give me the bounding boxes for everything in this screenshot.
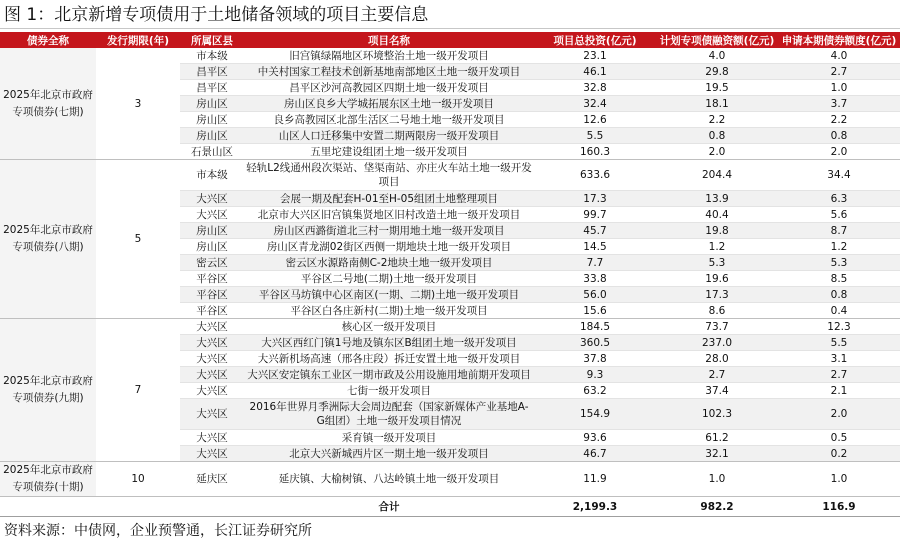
project-cell: 平谷区马坊镇中心区南区(一期、二期)土地一级开发项目 <box>244 287 534 303</box>
total-investment-cell: 37.8 <box>534 351 656 367</box>
current-issue-cell: 3.1 <box>778 351 900 367</box>
planned-financing-cell: 102.3 <box>656 399 778 430</box>
project-cell: 北京市大兴区旧宫镇集贤地区旧村改造土地一级开发项目 <box>244 207 534 223</box>
project-cell: 山区人口迁移集中安置二期两限房一级开发项目 <box>244 128 534 144</box>
total-investment-cell: 99.7 <box>534 207 656 223</box>
total-empty-3 <box>180 497 244 517</box>
current-issue-cell: 0.2 <box>778 446 900 462</box>
header-total-investment: 项目总投资(亿元) <box>534 32 656 48</box>
planned-financing-cell: 13.9 <box>656 191 778 207</box>
current-issue-cell: 5.3 <box>778 255 900 271</box>
planned-financing-cell: 19.5 <box>656 80 778 96</box>
district-cell: 昌平区 <box>180 64 244 80</box>
bond-projects-table <box>0 32 900 517</box>
project-cell: 昌平区沙河高教园区四期土地一级开发项目 <box>244 80 534 96</box>
project-cell: 核心区一级开发项目 <box>244 319 534 335</box>
total-row <box>0 497 900 517</box>
planned-financing-cell: 1.2 <box>656 239 778 255</box>
district-cell: 大兴区 <box>180 399 244 430</box>
current-issue-cell: 1.2 <box>778 239 900 255</box>
total-investment-cell: 46.7 <box>534 446 656 462</box>
total-empty-2 <box>96 497 180 517</box>
planned-financing-cell: 28.0 <box>656 351 778 367</box>
term-cell: 7 <box>96 319 180 462</box>
planned-financing-cell: 19.6 <box>656 271 778 287</box>
district-cell: 大兴区 <box>180 430 244 446</box>
total-investment-cell: 154.9 <box>534 399 656 430</box>
header-term: 发行期限(年) <box>96 32 180 48</box>
bond-name-cell: 2025年北京市政府专项债券(七期) <box>0 48 96 160</box>
table-header-row <box>0 32 900 48</box>
total-issue-sum: 116.9 <box>778 497 900 517</box>
current-issue-cell: 1.0 <box>778 80 900 96</box>
planned-financing-cell: 73.7 <box>656 319 778 335</box>
total-investment-cell: 184.5 <box>534 319 656 335</box>
district-cell: 市本级 <box>180 160 244 191</box>
current-issue-cell: 2.0 <box>778 399 900 430</box>
total-investment-cell: 32.8 <box>534 80 656 96</box>
total-investment-cell: 32.4 <box>534 96 656 112</box>
district-cell: 大兴区 <box>180 446 244 462</box>
district-cell: 房山区 <box>180 96 244 112</box>
planned-financing-cell: 237.0 <box>656 335 778 351</box>
total-investment-cell: 7.7 <box>534 255 656 271</box>
district-cell: 大兴区 <box>180 367 244 383</box>
district-cell: 大兴区 <box>180 207 244 223</box>
district-cell: 延庆区 <box>180 462 244 497</box>
district-cell: 平谷区 <box>180 303 244 319</box>
total-investment-cell: 46.1 <box>534 64 656 80</box>
project-cell: 延庆镇、大榆树镇、八达岭镇土地一级开发项目 <box>244 462 534 497</box>
planned-financing-cell: 204.4 <box>656 160 778 191</box>
header-bond-name: 债券全称 <box>0 32 96 48</box>
district-cell: 平谷区 <box>180 271 244 287</box>
total-investment-cell: 11.9 <box>534 462 656 497</box>
planned-financing-cell: 37.4 <box>656 383 778 399</box>
total-investment-cell: 45.7 <box>534 223 656 239</box>
planned-financing-cell: 0.8 <box>656 128 778 144</box>
total-investment-cell: 17.3 <box>534 191 656 207</box>
total-investment-cell: 14.5 <box>534 239 656 255</box>
header-project: 项目名称 <box>244 32 534 48</box>
project-cell: 大兴新机场高速（邢各庄段）拆迁安置土地一级开发项目 <box>244 351 534 367</box>
district-cell: 房山区 <box>180 112 244 128</box>
current-issue-cell: 3.7 <box>778 96 900 112</box>
total-investment-cell: 9.3 <box>534 367 656 383</box>
district-cell: 大兴区 <box>180 191 244 207</box>
total-investment-cell: 56.0 <box>534 287 656 303</box>
term-cell: 3 <box>96 48 180 160</box>
district-cell: 大兴区 <box>180 383 244 399</box>
current-issue-cell: 34.4 <box>778 160 900 191</box>
current-issue-cell: 8.7 <box>778 223 900 239</box>
planned-financing-cell: 29.8 <box>656 64 778 80</box>
planned-financing-cell: 2.0 <box>656 144 778 160</box>
district-cell: 大兴区 <box>180 335 244 351</box>
current-issue-cell: 8.5 <box>778 271 900 287</box>
source-note: 资料来源：中债网，企业预警通，长江证券研究所 <box>4 523 312 539</box>
project-cell: 平谷区二号地(二期)土地一级开发项目 <box>244 271 534 287</box>
project-cell: 良乡高教园区北部生活区二号地土地一级开发项目 <box>244 112 534 128</box>
current-issue-cell: 4.0 <box>778 48 900 64</box>
planned-financing-cell: 5.3 <box>656 255 778 271</box>
district-cell: 房山区 <box>180 128 244 144</box>
current-issue-cell: 2.0 <box>778 144 900 160</box>
district-cell: 昌平区 <box>180 80 244 96</box>
project-cell: 大兴区安定镇东工业区一期市政及公用设施用地前期开发项目 <box>244 367 534 383</box>
term-cell: 5 <box>96 160 180 319</box>
planned-financing-cell: 18.1 <box>656 96 778 112</box>
total-investment-cell: 160.3 <box>534 144 656 160</box>
planned-financing-cell: 19.8 <box>656 223 778 239</box>
project-cell: 会展一期及配套H-01至H-05组团土地整理项目 <box>244 191 534 207</box>
project-cell: 五里坨建设组团土地一级开发项目 <box>244 144 534 160</box>
table-row <box>0 48 900 64</box>
table-row <box>0 160 900 191</box>
project-cell: 2016年世界月季洲际大会周边配套（国家新媒体产业基地A-G组团）土地一级开发项目情况 <box>244 399 534 430</box>
planned-financing-cell: 4.0 <box>656 48 778 64</box>
district-cell: 平谷区 <box>180 287 244 303</box>
district-cell: 大兴区 <box>180 319 244 335</box>
bond-name-cell: 2025年北京市政府专项债券(八期) <box>0 160 96 319</box>
current-issue-cell: 0.8 <box>778 128 900 144</box>
current-issue-cell: 12.3 <box>778 319 900 335</box>
current-issue-cell: 0.5 <box>778 430 900 446</box>
bond-name-cell: 2025年北京市政府专项债券(十期) <box>0 462 96 497</box>
district-cell: 石景山区 <box>180 144 244 160</box>
current-issue-cell: 5.5 <box>778 335 900 351</box>
total-investment-sum: 2,199.3 <box>534 497 656 517</box>
total-investment-cell: 63.2 <box>534 383 656 399</box>
project-cell: 密云区水源路南侧C-2地块土地一级开发项目 <box>244 255 534 271</box>
total-investment-cell: 33.8 <box>534 271 656 287</box>
project-cell: 旧宫镇绿隔地区环境整治土地一级开发项目 <box>244 48 534 64</box>
project-cell: 轻轨L2线通州段次渠站、垡渠南站、亦庄火车站土地一级开发项目 <box>244 160 534 191</box>
bond-name-cell: 2025年北京市政府专项债券(九期) <box>0 319 96 462</box>
current-issue-cell: 2.2 <box>778 112 900 128</box>
district-cell: 房山区 <box>180 223 244 239</box>
project-cell: 房山区青龙湖02街区西侧一期地块土地一级开发项目 <box>244 239 534 255</box>
total-planned-sum: 982.2 <box>656 497 778 517</box>
current-issue-cell: 0.4 <box>778 303 900 319</box>
planned-financing-cell: 61.2 <box>656 430 778 446</box>
district-cell: 房山区 <box>180 239 244 255</box>
planned-financing-cell: 17.3 <box>656 287 778 303</box>
total-investment-cell: 93.6 <box>534 430 656 446</box>
planned-financing-cell: 1.0 <box>656 462 778 497</box>
total-label: 合计 <box>244 497 534 517</box>
current-issue-cell: 5.6 <box>778 207 900 223</box>
term-cell: 10 <box>96 462 180 497</box>
district-cell: 密云区 <box>180 255 244 271</box>
current-issue-cell: 2.1 <box>778 383 900 399</box>
total-investment-cell: 15.6 <box>534 303 656 319</box>
planned-financing-cell: 8.6 <box>656 303 778 319</box>
project-cell: 七街一级开发项目 <box>244 383 534 399</box>
planned-financing-cell: 2.2 <box>656 112 778 128</box>
planned-financing-cell: 2.7 <box>656 367 778 383</box>
current-issue-cell: 1.0 <box>778 462 900 497</box>
planned-financing-cell: 32.1 <box>656 446 778 462</box>
project-cell: 房山区西潞街道北三村一期用地土地一级开发项目 <box>244 223 534 239</box>
figure-title: 图 1：北京新增专项债用于土地储备领域的项目主要信息 <box>4 5 429 25</box>
total-investment-cell: 5.5 <box>534 128 656 144</box>
total-investment-cell: 360.5 <box>534 335 656 351</box>
project-cell: 平谷区白各庄新村(二期)土地一级开发项目 <box>244 303 534 319</box>
district-cell: 市本级 <box>180 48 244 64</box>
district-cell: 大兴区 <box>180 351 244 367</box>
total-empty-1 <box>0 497 96 517</box>
project-cell: 中关村国家工程技术创新基地南部地区土地一级开发项目 <box>244 64 534 80</box>
project-cell: 大兴区西红门镇1号地及镇东区B组团土地一级开发项目 <box>244 335 534 351</box>
header-district: 所属区县 <box>180 32 244 48</box>
total-investment-cell: 633.6 <box>534 160 656 191</box>
current-issue-cell: 6.3 <box>778 191 900 207</box>
current-issue-cell: 2.7 <box>778 64 900 80</box>
planned-financing-cell: 40.4 <box>656 207 778 223</box>
project-cell: 采育镇一级开发项目 <box>244 430 534 446</box>
title-divider <box>0 28 900 29</box>
table-body <box>0 48 900 497</box>
table-row <box>0 319 900 335</box>
current-issue-cell: 2.7 <box>778 367 900 383</box>
current-issue-cell: 0.8 <box>778 287 900 303</box>
project-cell: 房山区良乡大学城拓展东区土地一级开发项目 <box>244 96 534 112</box>
total-investment-cell: 23.1 <box>534 48 656 64</box>
header-planned-financing: 计划专项债融资额(亿元) <box>656 32 778 48</box>
project-cell: 北京大兴新城西片区一期土地一级开发项目 <box>244 446 534 462</box>
total-investment-cell: 12.6 <box>534 112 656 128</box>
header-current-issue: 申请本期债券额度(亿元) <box>778 32 900 48</box>
table-row <box>0 462 900 497</box>
